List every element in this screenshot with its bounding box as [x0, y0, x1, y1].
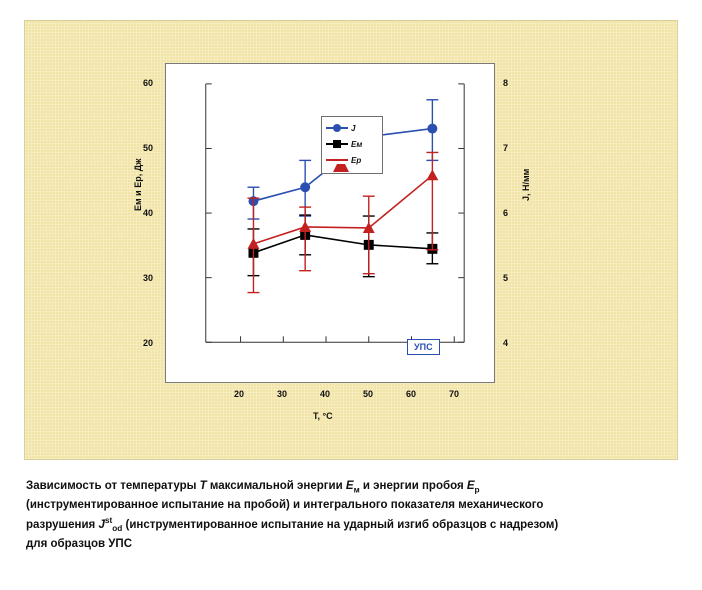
- y-axis-left-title: Eм и Eр, Дж: [133, 158, 143, 211]
- y-left-tick-40: 40: [143, 208, 154, 218]
- x-tick-70: 70: [449, 389, 460, 399]
- figure-caption: [26, 478, 666, 554]
- chart-svg: [166, 64, 494, 382]
- caption-part-1: Зависимость от температуры: [26, 480, 200, 492]
- y-left-tick-20: 20: [143, 338, 154, 348]
- sample-annotation: УПС: [407, 339, 440, 355]
- x-tick-30: 30: [277, 389, 288, 399]
- y-axis-right-title: J, Н/мм: [521, 168, 531, 201]
- legend-item-ep: [326, 152, 378, 168]
- caption-sub-m: м: [353, 485, 360, 495]
- y-left-tick-60: 60: [143, 78, 154, 88]
- legend-label-j: J: [351, 123, 356, 133]
- caption-symbol-t: T: [199, 480, 207, 492]
- legend-item-j: [326, 120, 378, 136]
- caption-line-4: для образцов УПС: [26, 537, 132, 550]
- chart-plot-frame: [165, 63, 495, 383]
- x-tick-50: 50: [363, 389, 374, 399]
- triangle-marker-icon: [326, 154, 348, 166]
- caption-part-5: (инструментированное испытание на ударный изгиб образцов с надрезом): [122, 518, 559, 531]
- x-tick-20: 20: [234, 389, 245, 399]
- y-right-tick-8: 8: [503, 78, 509, 88]
- caption-sub-od: od: [112, 524, 123, 534]
- caption-part-2: максимальной энергии: [206, 480, 346, 492]
- caption-part-4: разрушения: [26, 518, 99, 531]
- x-axis-title: T, °C: [313, 411, 333, 421]
- x-tick-40: 40: [320, 389, 331, 399]
- x-tick-60: 60: [406, 389, 417, 399]
- legend-label-em: Eм: [351, 139, 363, 149]
- chart-legend: [321, 116, 383, 174]
- y-right-tick-7: 7: [503, 143, 509, 153]
- caption-symbol-e1: E: [345, 480, 354, 492]
- caption-line-2: (инструментированное испытание на пробой) и интегрального показателя механического: [26, 499, 544, 512]
- circle-marker-icon: [326, 122, 348, 134]
- caption-sub-p: р: [474, 485, 480, 495]
- y-left-tick-30: 30: [143, 273, 154, 283]
- legend-item-em: [326, 136, 378, 152]
- y-right-tick-6: 6: [503, 208, 509, 218]
- caption-sup-st: st: [104, 515, 113, 525]
- caption-part-3: и энергии пробоя: [359, 480, 467, 492]
- y-left-tick-50: 50: [143, 143, 154, 153]
- y-right-tick-4: 4: [503, 338, 509, 348]
- square-marker-icon: [326, 138, 348, 150]
- caption-symbol-j: J: [98, 518, 105, 531]
- legend-label-ep: Eр: [351, 155, 362, 165]
- y-right-tick-5: 5: [503, 273, 509, 283]
- caption-symbol-e2: E: [466, 480, 475, 492]
- figure-panel: [24, 20, 678, 460]
